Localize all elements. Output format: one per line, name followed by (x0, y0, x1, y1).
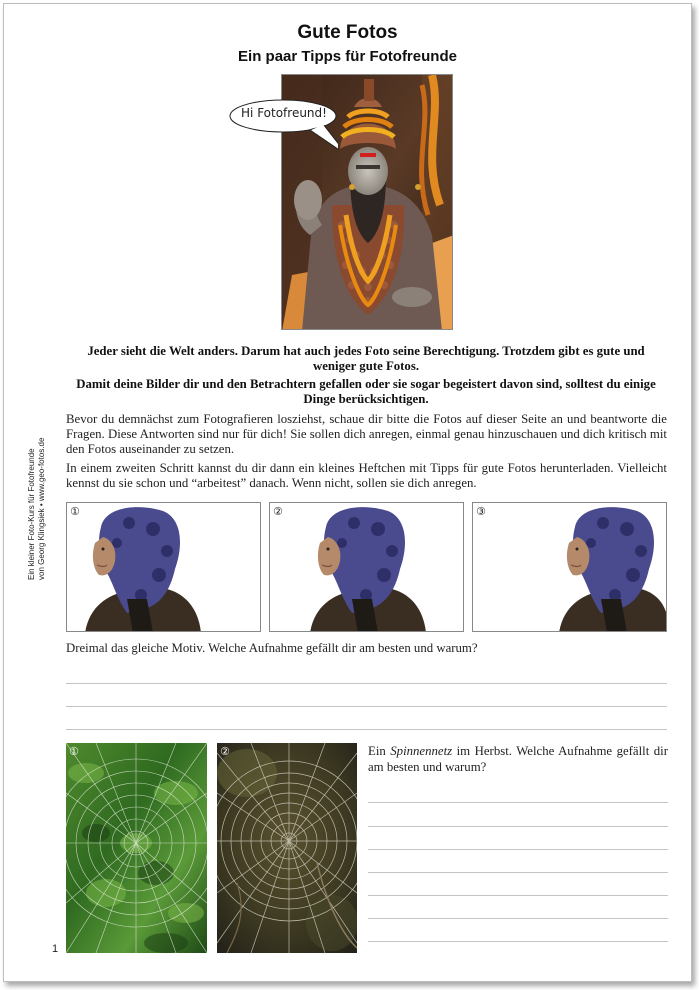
intro-paragraph-1: Bevor du demnächst zum Fotografieren losziehst, schaue dir bitte die Fotos auf dieser Seite an und beantworte die Fragen. Diese Antworten sind nur für dich! Sie sollen dich anregen, einmal genau hinzuschauen und dich kritisch mit den Fotos auseinander zu setzen. (66, 412, 667, 456)
sidebar-credit: Ein kleiner Foto-Kurs für Fotofreunde von Georg Klingsiek • www.geo-fotos.de (27, 437, 46, 580)
answer-line[interactable] (368, 849, 668, 850)
answer-line[interactable] (368, 826, 668, 827)
answer-line[interactable] (368, 895, 668, 896)
speech-bubble-text: Hi Fotofreund! (241, 106, 327, 120)
page-title: Gute Fotos (297, 22, 398, 43)
portrait-photo-2 (269, 502, 464, 632)
answer-line[interactable] (368, 918, 668, 919)
spiderweb-photo-2 (217, 743, 357, 953)
spiderweb-photo-1 (66, 743, 207, 953)
photo-number: ① (70, 505, 80, 518)
intro-bold-1: Jeder sieht die Welt anders. Darum hat auch jedes Foto seine Berechtigung. Trotzdem gibt es gute und weniger gute Fotos. (87, 344, 645, 373)
photo-number: ② (220, 745, 230, 758)
answer-line[interactable] (66, 683, 667, 684)
intro-paragraph-2: In einem zweiten Schritt kannst du dir dann ein kleines Heftchen mit Tipps für gute Fotos herunterladen. Vielleicht kennst du sie schon und “arbeitest” danach. Wenn nicht, sollen sie dich anregen. (66, 461, 667, 490)
photo-number: ③ (476, 505, 486, 518)
answer-line[interactable] (368, 872, 668, 873)
answer-line[interactable] (368, 941, 668, 942)
page-number: 1 (52, 943, 59, 955)
portrait-photo-1 (66, 502, 261, 632)
photo-number: ② (273, 505, 283, 518)
answer-line[interactable] (368, 802, 668, 803)
photo-number: ① (69, 745, 79, 758)
intro-bold-2: Damit deine Bilder dir und den Betrachtern gefallen oder sie sogar begeistert davon sind, solltest du einige Dinge berücksichtigen. (76, 377, 656, 406)
answer-line[interactable] (66, 729, 667, 730)
portrait-photo-3 (472, 502, 667, 632)
answer-line[interactable] (66, 706, 667, 707)
spiderweb-question: Ein Spinnennetz im Herbst. Welche Aufnahme gefällt dir am besten und warum? (368, 744, 668, 774)
page-subtitle: Ein paar Tipps für Fotofreunde (238, 48, 457, 65)
portrait-question: Dreimal das gleiche Motiv. Welche Aufnahme gefällt dir am besten und warum? (66, 641, 478, 655)
